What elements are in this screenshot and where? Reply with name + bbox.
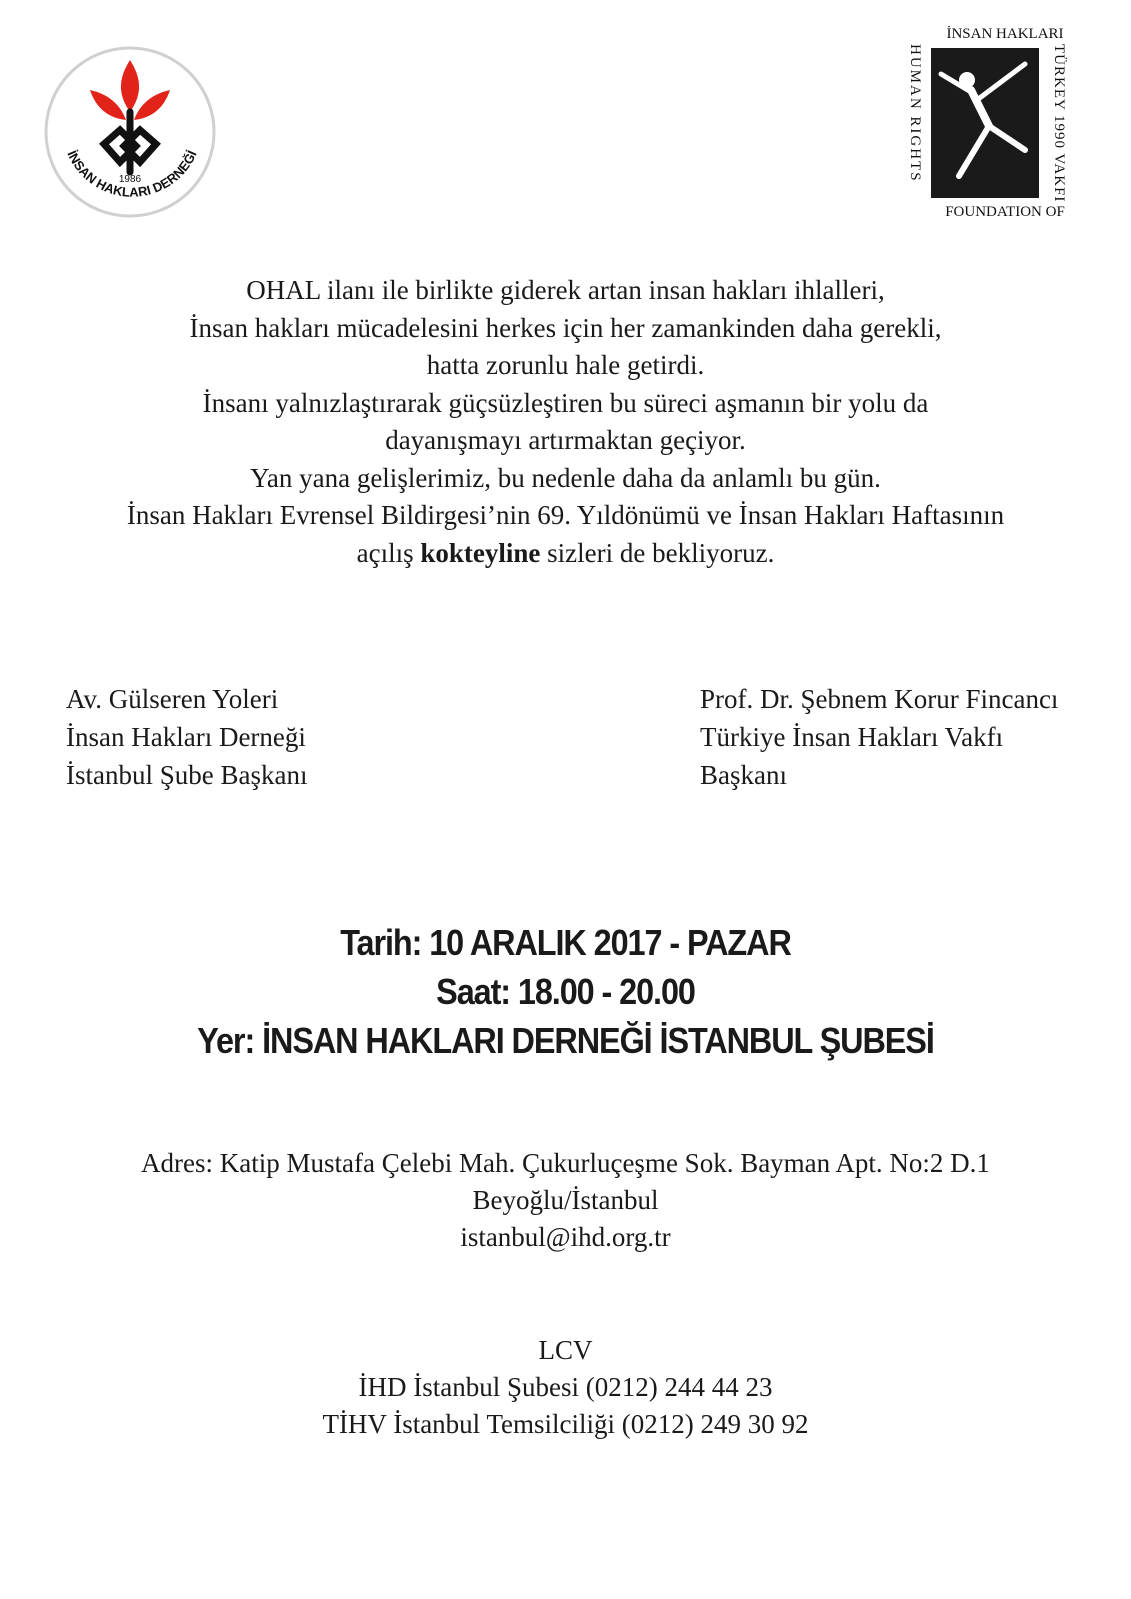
event-details [57,918,1075,1065]
address-line: Adres: Katip Mustafa Çelebi Mah. Çukurluçeşme Sok. Bayman Apt. No:2 D.1 [141,1148,990,1178]
ihd-logo [44,46,216,218]
rsvp-title: LCV [538,1335,593,1365]
intro-text-after: sizleri de bekliyoruz. [540,537,775,568]
event-time: Saat: 18.00 - 20.00 [436,971,695,1012]
event-date: Tarih: 10 ARALIK 2017 - PAZAR [340,922,791,963]
intro-line: Yan yana gelişlerimiz, bu nedenle daha da anlamlı bu gün. [250,462,881,493]
rsvp-contact: TİHV İstanbul Temsilciliği (0212) 249 30 92 [322,1409,809,1439]
tihv-right-text: TÜRKEY 1990 VAKFI [1051,44,1067,203]
signatory-org: İnsan Hakları Derneği [66,722,306,752]
tihv-left-text: HUMAN RIGHTS [907,44,923,183]
intro-text [0,272,1131,572]
intro-line: İnsanı yalnızlaştırarak güçsüzleştiren bu süreci aşmanın bir yolu da [202,387,929,418]
address-city: Beyoğlu/İstanbul [472,1185,659,1215]
signatory-left [66,680,307,794]
signatory-name: Prof. Dr. Şebnem Korur Fincancı [700,684,1059,714]
rsvp-block [0,1332,1131,1443]
intro-last-line [0,535,1131,573]
signatory-role: Başkanı [700,760,787,790]
tihv-top-text: İNSAN HAKLARI [946,26,1064,42]
event-place: Yer: İNSAN HAKLARI DERNEĞİ İSTANBUL ŞUBESİ [197,1020,934,1061]
intro-bold-word: kokteyline [420,537,541,568]
logo-arc-text: İNSAN HAKLARI DERNEĞİ [64,148,200,200]
tihv-bottom-text: FOUNDATION OF [945,204,1065,220]
intro-line: dayanışmayı artırmaktan geçiyor. [385,425,746,455]
logo-year: 1986 [118,174,142,185]
signatory-org: Türkiye İnsan Hakları Vakfı [700,722,1004,752]
signatory-right [700,680,1058,794]
signatory-name: Av. Gülseren Yoleri [66,684,279,714]
email-address[interactable]: istanbul@ihd.org.tr [460,1222,671,1252]
intro-line: İnsan Hakları Evrensel Bildirgesi’nin 69. Yıldönümü ve İnsan Hakları Haftasının [126,500,1005,530]
tihv-logo [905,22,1090,222]
address-block [0,1145,1131,1256]
intro-text-before: açılış [356,537,421,568]
rsvp-contact: İHD İstanbul Şubesi (0212) 244 44 23 [358,1372,773,1402]
intro-line: OHAL ilanı ile birlikte giderek artan insan hakları ihlalleri, [246,275,885,305]
intro-line: hatta zorunlu hale getirdi. [426,350,705,380]
intro-line: İnsan hakları mücadelesini herkes için her zamankinden daha gerekli, [189,312,942,343]
signatory-role: İstanbul Şube Başkanı [66,760,308,790]
